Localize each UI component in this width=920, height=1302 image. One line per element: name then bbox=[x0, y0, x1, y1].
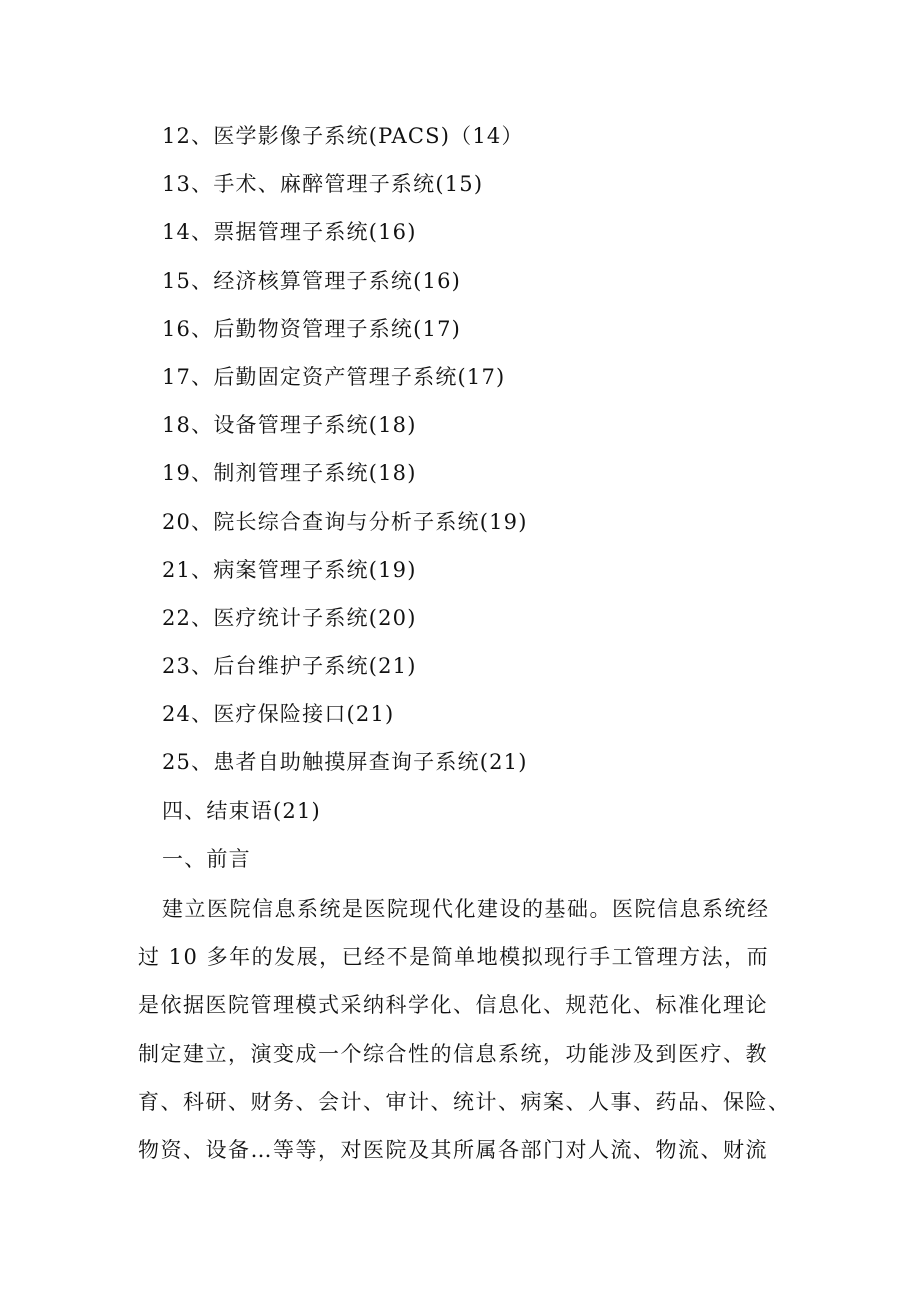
toc-entry-director-query: 20、院长综合查询与分析子系统(19) bbox=[162, 509, 528, 534]
toc-entry-medical-records: 21、病案管理子系统(19) bbox=[162, 557, 417, 582]
toc-entry-economic-accounting: 15、经济核算管理子系统(16) bbox=[162, 268, 462, 293]
toc-entry-insurance-interface: 24、医疗保险接口(21) bbox=[162, 702, 395, 727]
paragraph-line: 育、科研、财务、会计、审计、统计、病案、人事、药品、保险、 bbox=[138, 1089, 791, 1114]
toc-entry-preparation: 19、制剂管理子系统(18) bbox=[162, 461, 417, 486]
paragraph-line: 制定建立，演变成一个综合性的信息系统，功能涉及到医疗、教 bbox=[138, 1041, 768, 1066]
toc-entry-logistics-materials: 16、后勤物资管理子系统(17) bbox=[162, 316, 462, 341]
table-of-contents bbox=[162, 116, 528, 839]
toc-entry-surgery-anesthesia: 13、手术、麻醉管理子系统(15) bbox=[162, 172, 484, 197]
body-paragraph bbox=[138, 887, 798, 1176]
paragraph-line: 过 10 多年的发展，已经不是简单地模拟现行手工管理方法，而 bbox=[138, 945, 770, 970]
paragraph-line: 物资、设备…等等，对医院及其所属各部门对人流、物流、财流 bbox=[138, 1137, 768, 1162]
toc-entry-invoice: 14、票据管理子系统(16) bbox=[162, 220, 417, 245]
toc-entry-conclusion: 四、结束语(21) bbox=[162, 798, 321, 823]
toc-entry-pacs: 12、医学影像子系统(PACS)（14） bbox=[162, 124, 524, 148]
toc-entry-self-service-kiosk: 25、患者自助触摸屏查询子系统(21) bbox=[162, 750, 528, 775]
toc-entry-medical-statistics: 22、医疗统计子系统(20) bbox=[162, 605, 417, 630]
toc-entry-equipment: 18、设备管理子系统(18) bbox=[162, 413, 417, 438]
section-heading: 一、前言 bbox=[162, 847, 251, 871]
paragraph-line: 是依据医院管理模式采纳科学化、信息化、规范化、标准化理论 bbox=[138, 993, 768, 1018]
toc-entry-fixed-assets: 17、后勤固定资产管理子系统(17) bbox=[162, 364, 506, 389]
toc-entry-backend-maintenance: 23、后台维护子系统(21) bbox=[162, 654, 417, 679]
paragraph-line: 建立医院信息系统是医院现代化建设的基础。医院信息系统经 bbox=[162, 897, 770, 921]
